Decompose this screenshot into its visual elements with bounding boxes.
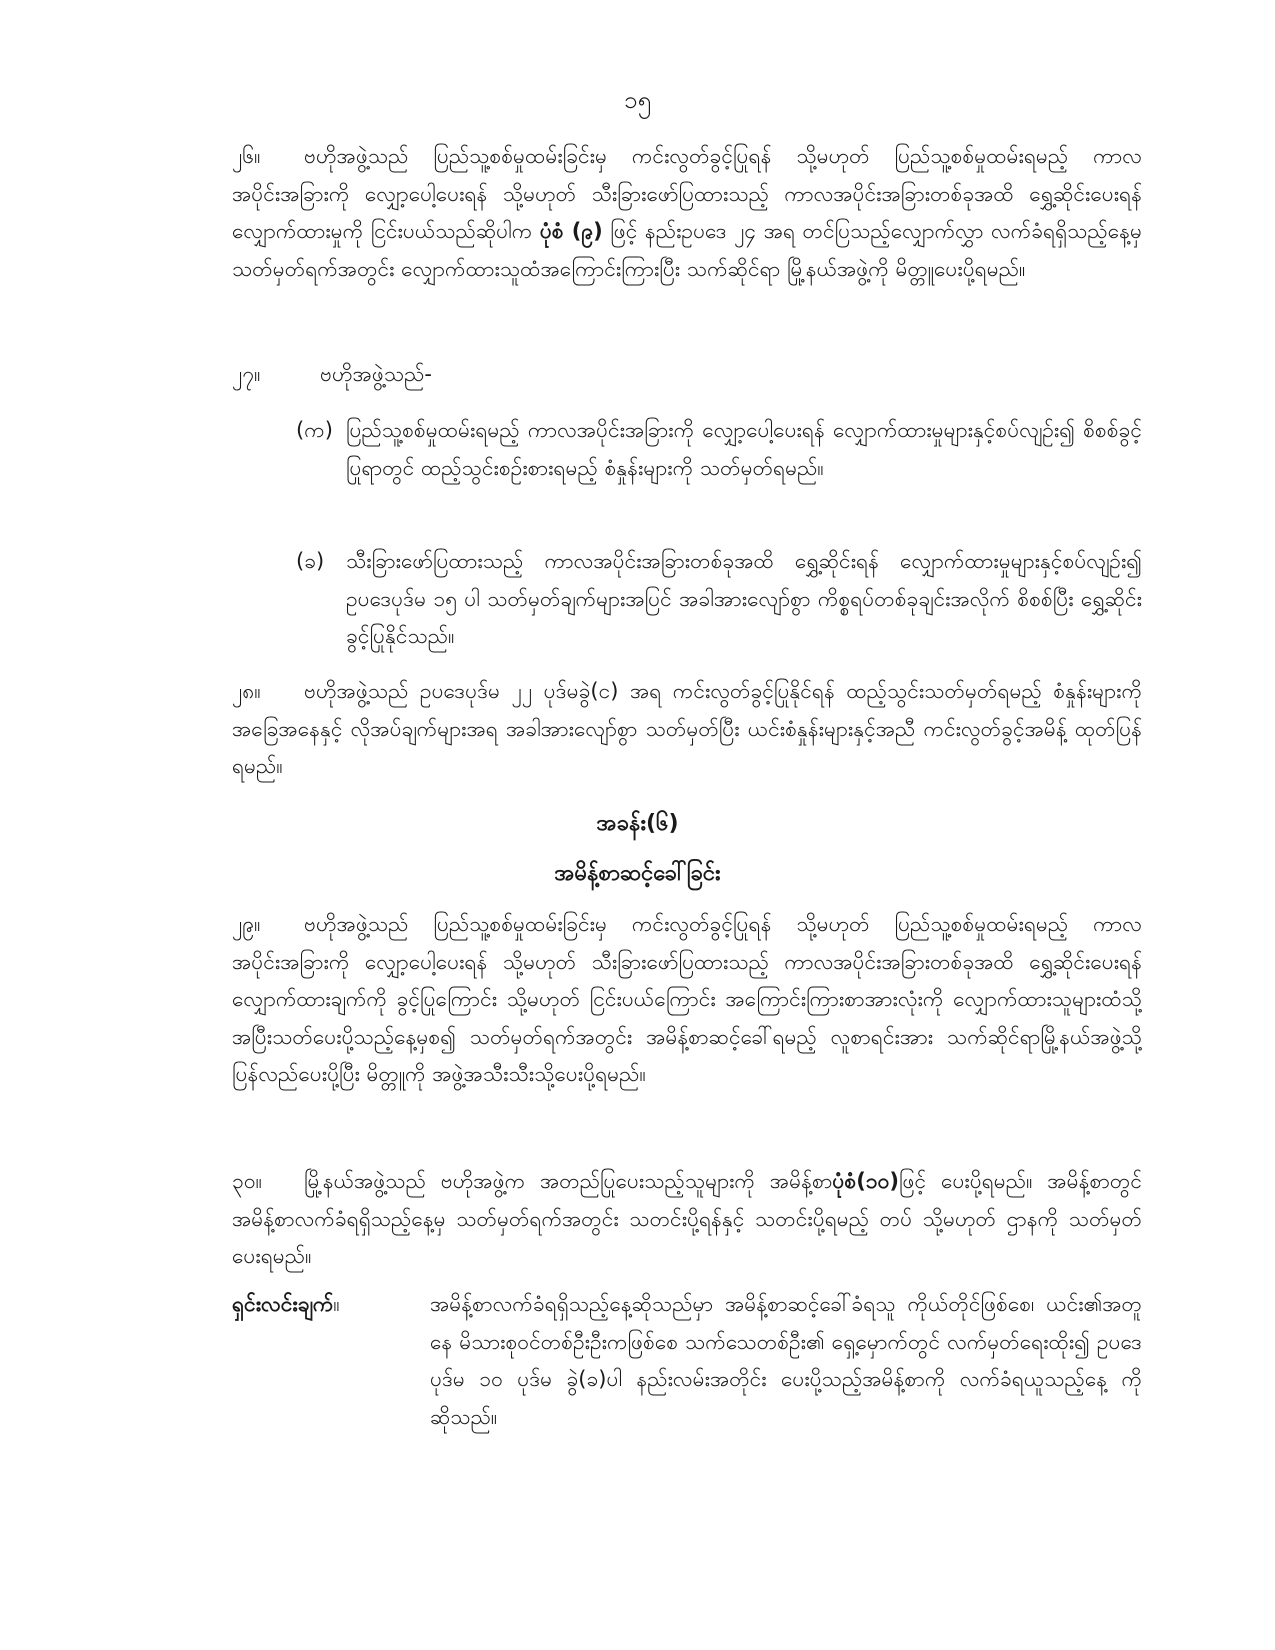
section-text: ဖြင့် ပေးပို့ရမည်။ အမိန့်စာတွင် အမိန့်စာလက်ခံရရှိသည့်နေ့မှ သတ်မှတ်ရက်အတွင်း သတင်းပို့ရန်နှင့် သတင်းပို့ရမည့် တပ် သို့မဟုတ် ဌာနကို သတ်မှတ်ပေးရမည်။ xyxy=(232,1169,1142,1268)
explanation-label-text: ရှင်းလင်းချက် xyxy=(232,1292,334,1316)
section-text: ဗဟိုအဖွဲ့သည်- xyxy=(320,362,433,386)
subsection-marker: (ခ) xyxy=(296,549,325,573)
section-30 xyxy=(232,1163,1142,1276)
form-reference: ပုံစံ (၉) xyxy=(539,219,603,243)
section-number: ၂၉။ xyxy=(232,912,261,936)
section-text: ဗဟိုအဖွဲ့သည် ပြည်သူ့စစ်မှုထမ်းခြင်းမှ ကင်းလွတ်ခွင့်ပြုရန် သို့မဟုတ် ပြည်သူ့စစ်မှုထမ်းရမည့် ကာလအပိုင်းအခြားကို လျှော့ပေါ့ပေးရန် သို့မဟုတ် သီးခြားဖော်ပြထားသည့် ကာလအပိုင်းအခြားတစ်ခုအထိ ရွှေ့ဆိုင်းပေးရန် လျှောက်ထားမှုကို ငြင်းပယ်သည်ဆိုပါက xyxy=(232,144,1142,243)
subsection-text: ပြည်သူ့စစ်မှုထမ်းရမည့် ကာလအပိုင်းအခြားကို လျှော့ပေါ့ပေးရန် လျှောက်ထားမှုများနှင့်စပ်လျဉ်း၍ စိစစ်ခွင့်ပြုရာတွင် ထည့်သွင်းစဉ်းစားရမည့် စံနှုန်းများကို သတ်မှတ်ရမည်။ xyxy=(346,418,1142,480)
subsection-marker: (က) xyxy=(296,418,333,442)
section-text: ဗဟိုအဖွဲ့သည် ဥပဒေပုဒ်မ ၂၂ ပုဒ်မခွဲ(င) အရ ကင်းလွတ်ခွင့်ပြုနိုင်ရန် ထည့်သွင်းသတ်မှတ်ရမည့် စံနှုန်းများကို အခြေအနေနှင့် လိုအပ်ချက်များအရ အခါအားလျော်စွာ သတ်မှတ်ပြီး ယင်းစံနှုန်းများနှင့်အညီ ကင်းလွတ်ခွင့်အမိန့် ထုတ်ပြန်ရမည်။ xyxy=(232,679,1142,778)
explanation-label-suffix: ။ xyxy=(333,1292,340,1316)
page-number: ၁၅ xyxy=(624,86,651,114)
section-29 xyxy=(232,906,1142,1094)
section-text: ဗဟိုအဖွဲ့သည် ပြည်သူ့စစ်မှုထမ်းခြင်းမှ ကင်းလွတ်ခွင့်ပြုရန် သို့မဟုတ် ပြည်သူ့စစ်မှုထမ်းရမည့် ကာလအပိုင်းအခြားကို လျှော့ပေါ့ပေးရန် သို့မဟုတ် သီးခြားဖော်ပြထားသည့် ကာလအပိုင်းအခြားတစ်ခုအထိ ရွှေ့ဆိုင်းပေးရန် လျှောက်ထားချက်ကို ခွင့်ပြုကြောင်း သို့မဟုတ် ငြင်းပယ်ကြောင်း အကြောင်းကြားစာအားလုံးကို လျှောက်ထားသူများထံသို့ အပြီးသတ်ပေးပို့သည့်နေ့မှစ၍ သတ်မှတ်ရက်အတွင်း အမိန့်စာဆင့်ခေါ်ရမည့် လူစာရင်းအား သက်ဆိုင်ရာမြို့နယ်အဖွဲ့သို့ ပြန်လည်ပေးပို့ပြီး မိတ္တူကို အဖွဲ့အသီးသီးသို့ပေးပို့ရမည်။ xyxy=(232,912,1142,1086)
subsection-text: သီးခြားဖော်ပြထားသည့် ကာလအပိုင်းအခြားတစ်ခုအထိ ရွှေ့ဆိုင်းရန် လျှောက်ထားမှုများနှင့်စပ်လျဉ်း၍ ဥပဒေပုဒ်မ ၁၅ ပါ သတ်မှတ်ချက်များအပြင် အခါအားလျော်စွာ ကိစ္စရပ်တစ်ခုချင်းအလိုက် စိစစ်ပြီး ရွှေ့ဆိုင်းခွင့်ပြုနိုင်သည်။ xyxy=(346,549,1142,648)
explanation-text: အမိန့်စာလက်ခံရရှိသည့်နေ့ဆိုသည်မှာ အမိန့်စာဆင့်ခေါ်ခံရသူ ကိုယ်တိုင်ဖြစ်စေ၊ ယင်း၏အတူနေ မိသားစုဝင်တစ်ဦးဦးကဖြစ်စေ သက်သေတစ်ဦး၏ ရှေ့မှောက်တွင် လက်မှတ်ရေးထိုး၍ ဥပဒေပုဒ်မ ၁၀ ပုဒ်မ ခွဲ(ခ)ပါ နည်းလမ်းအတိုင်း ပေးပို့သည့်အမိန့်စာကို လက်ခံရယူသည့်နေ့ ကိုဆိုသည်။ xyxy=(430,1292,1142,1429)
section-text: ဖြင့် နည်းဥပဒေ ၂၄ အရ တင်ပြသည့်လျှောက်လွှာ လက်ခံရရှိသည့်နေ့မှ သတ်မှတ်ရက်အတွင်း လျှောက်ထားသူထံအကြောင်းကြားပြီး သက်ဆိုင်ရာ မြို့နယ်အဖွဲ့ကို မိတ္တူပေးပို့ရမည်။ xyxy=(232,219,1142,281)
subsection-kha xyxy=(296,543,1142,656)
section-number: ၂၆။ xyxy=(232,144,261,168)
explanation-label xyxy=(232,1286,340,1324)
section-number: ၃၀။ xyxy=(232,1169,262,1193)
subsection-ka xyxy=(296,412,1142,487)
section-number: ၂၇။ xyxy=(232,362,261,386)
section-number: ၂၈။ xyxy=(232,679,261,703)
section-text: မြို့နယ်အဖွဲ့သည် ဗဟိုအဖွဲ့က အတည်ပြုပေးသည့်သူများကို အမိန့်စာ xyxy=(304,1169,833,1193)
section-27-intro xyxy=(232,356,1142,394)
chapter-title: အမိန့်စာဆင့်ခေါ်ခြင်း xyxy=(554,861,721,886)
form-reference: ပုံစံ(၁၀) xyxy=(832,1169,900,1193)
chapter-heading: အခန်း(၆) xyxy=(596,811,679,836)
section-28 xyxy=(232,673,1142,786)
section-26 xyxy=(232,138,1142,288)
